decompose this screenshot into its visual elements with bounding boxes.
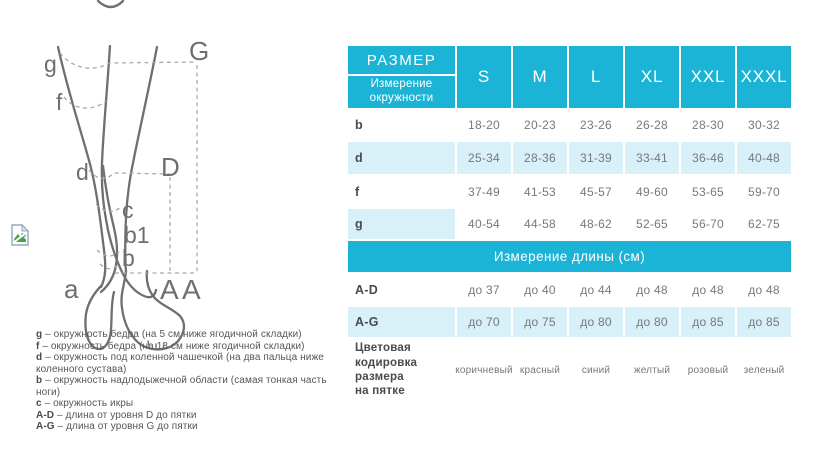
cell-d-xl: 33-41 — [625, 142, 679, 174]
cell-ag-xl: до 80 — [625, 307, 679, 337]
point-label-d: d — [76, 159, 89, 185]
point-label-f: f — [56, 89, 63, 115]
cell-g-xl: 52-65 — [636, 217, 668, 231]
row-label-a-d: A-D — [355, 282, 378, 297]
buttock-fold-line — [98, 1, 123, 7]
table-header-size: РАЗМЕР — [348, 46, 455, 74]
cell-ad-xxl: до 48 — [692, 282, 724, 297]
cell-ag-l: до 80 — [569, 307, 623, 337]
table-header-circumference: Измерение окружности — [348, 76, 455, 108]
cell-d-m: 28-36 — [513, 142, 567, 174]
cell-f-m: 41-53 — [524, 184, 556, 199]
cell-ad-xxxl: до 48 — [748, 282, 780, 297]
point-label-c: c — [122, 197, 134, 223]
inner-right-line — [101, 166, 117, 292]
cell-g-l: 48-62 — [580, 217, 612, 231]
legend-item-g: g – окружность бедра (на 5 см ниже ягодичной складки) — [36, 329, 302, 340]
measurement-legend — [36, 329, 328, 433]
point-label-a: a — [64, 274, 79, 304]
cell-g-s: 40-54 — [468, 217, 500, 231]
point-label-b: b — [122, 245, 135, 271]
cell-b-s: 18-20 — [468, 118, 500, 132]
size-col-header-m: M — [513, 46, 567, 108]
cell-f-xl: 49-60 — [636, 184, 668, 199]
cell-d-s: 25-34 — [457, 142, 511, 174]
cell-ag-xxxl: до 85 — [737, 307, 791, 337]
g-level-dashed-line — [60, 53, 197, 68]
cell-ag-m: до 75 — [513, 307, 567, 337]
legs-drawing — [0, 0, 240, 360]
cell-color-s: коричневый — [455, 364, 513, 376]
cell-color-xxl: розовый — [687, 364, 729, 376]
cell-b-l: 23-26 — [580, 118, 612, 132]
row-label-g: g — [348, 209, 455, 239]
leg-measurement-diagram — [0, 0, 340, 462]
row-label-f: f — [355, 184, 360, 199]
size-col-header-xxl: XXL — [681, 46, 735, 108]
length-section-header: Измерение длины (см) — [348, 241, 791, 272]
cell-g-xxxl: 62-75 — [748, 217, 780, 231]
cell-d-xxxl: 40-48 — [737, 142, 791, 174]
cell-f-xxl: 53-65 — [692, 184, 724, 199]
cell-b-xxl: 28-30 — [692, 118, 724, 132]
cell-d-l: 31-39 — [569, 142, 623, 174]
legend-item-ag: A-G – длина от уровня G до пятки — [36, 421, 198, 432]
size-col-header-xxxl: XXXL — [737, 46, 791, 108]
row-label-a-g: A-G — [348, 307, 455, 337]
point-label-G: G — [189, 36, 210, 66]
size-col-header-l: L — [569, 46, 623, 108]
cell-d-xxl: 36-46 — [681, 142, 735, 174]
point-label-g: g — [44, 51, 57, 77]
legend-item-f: f – окружность бедра (на 13 см ниже ягодичной складки) — [36, 340, 305, 352]
cell-color-l: синий — [581, 364, 611, 376]
cell-color-xl: желтый — [633, 364, 671, 376]
legend-item-c: c – окружность икры — [36, 398, 134, 409]
cell-b-m: 20-23 — [524, 118, 556, 132]
size-col-header-xl: XL — [625, 46, 679, 108]
cell-color-xxxl: зеленый — [743, 364, 785, 376]
cell-f-xxxl: 59-70 — [748, 184, 780, 199]
cell-b-xl: 26-28 — [636, 118, 668, 132]
row-label-d: d — [348, 142, 455, 174]
point-label-A-right: A — [182, 274, 201, 305]
size-table — [348, 46, 791, 401]
legend-item-ad: A-D – длина от уровня D до пятки — [36, 409, 197, 421]
cell-ad-xl: до 48 — [636, 282, 668, 297]
broken-image-icon — [10, 224, 30, 247]
legend-item-d: d – окружность под коленной чашечкой (на два пальца ниже коленного сустава) — [36, 352, 324, 375]
point-label-D: D — [161, 152, 180, 182]
cell-f-s: 37-49 — [468, 184, 500, 199]
row-label-heel-color: Цветовая кодировка размера на пятке — [355, 342, 418, 398]
cell-ag-xxl: до 85 — [681, 307, 735, 337]
cell-b-xxxl: 30-32 — [748, 118, 780, 132]
cell-ag-s: до 70 — [457, 307, 511, 337]
point-label-A-left: A — [160, 274, 179, 305]
cell-g-m: 44-58 — [524, 217, 556, 231]
cell-ad-l: до 44 — [580, 282, 612, 297]
size-col-header-s: S — [457, 46, 511, 108]
point-label-b1: b1 — [124, 222, 150, 248]
cell-g-xxl: 56-70 — [692, 217, 724, 231]
cell-color-m: красный — [519, 364, 561, 376]
cell-ad-m: до 40 — [524, 282, 556, 297]
cell-ad-s: до 37 — [468, 282, 500, 297]
legend-item-b: b – окружность надлодыжечной области (самая тонкая часть ноги) — [36, 375, 327, 398]
cell-f-l: 45-57 — [580, 184, 612, 199]
row-label-b: b — [355, 118, 363, 132]
